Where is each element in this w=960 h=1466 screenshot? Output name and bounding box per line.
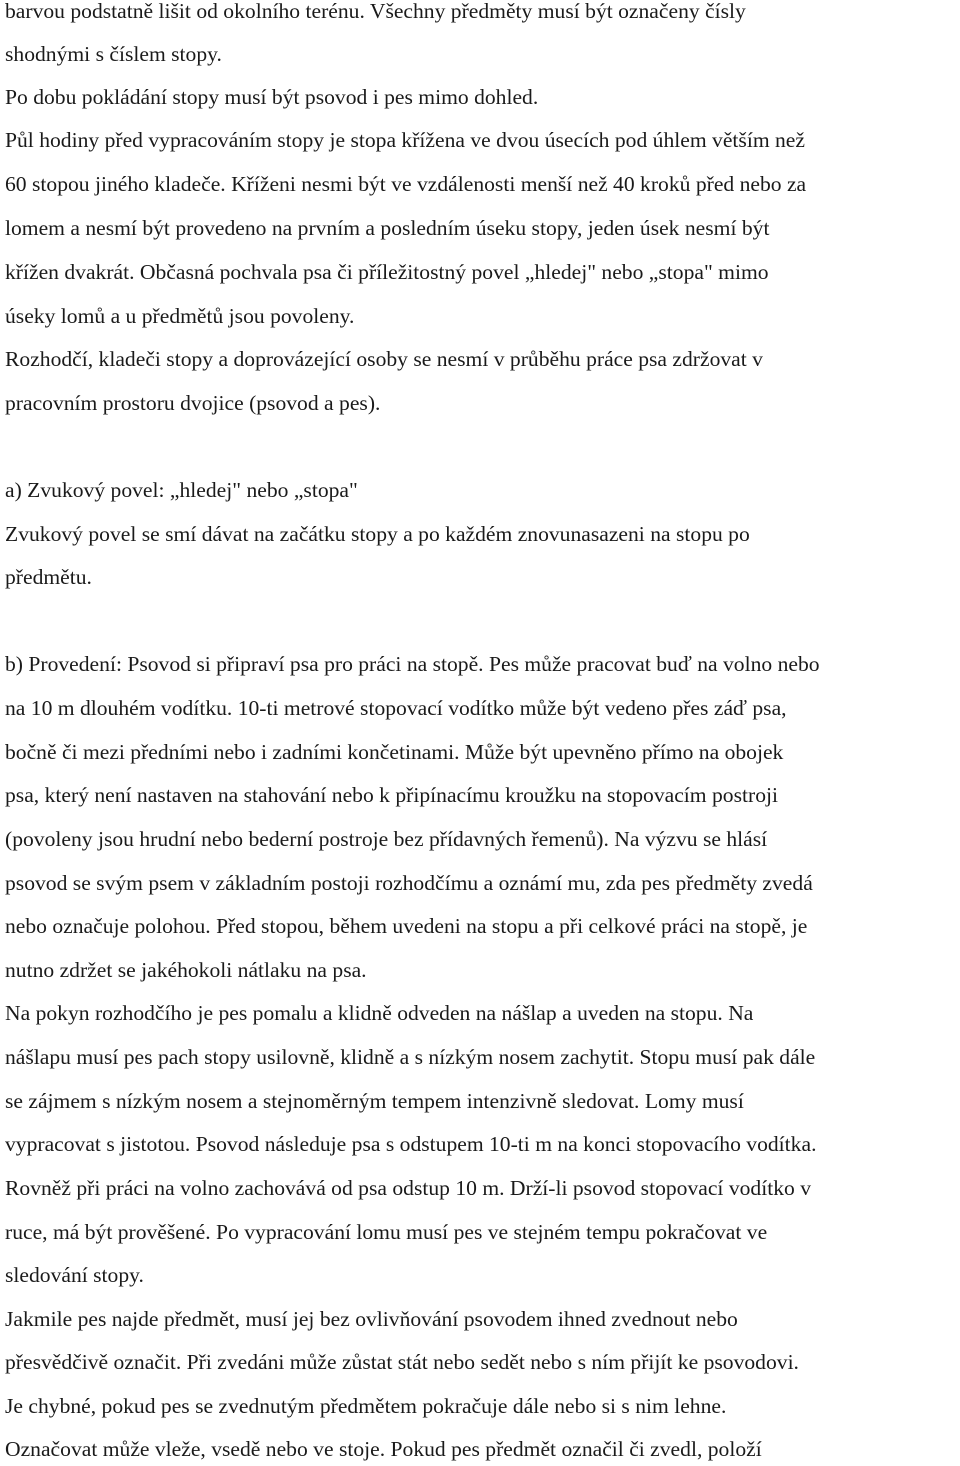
- text-line: nebo označuje polohou. Před stopou, během uvedeni na stopu a při celkové práci na stopě, je: [5, 914, 808, 938]
- text-line: Půl hodiny před vypracováním stopy je stopa křížena ve dvou úsecích pod úhlem větším než: [5, 128, 805, 152]
- text-line: na 10 m dlouhém vodítku. 10-ti metrové stopovací vodítko může být vedeno přes záď psa,: [5, 696, 787, 720]
- text-line: Označovat může vleže, vsedě nebo ve stoje. Pokud pes předmět označil či zvedl, položí: [5, 1437, 762, 1461]
- text-line: křížen dvakrát. Občasná pochvala psa či příležitostný povel „hledej" nebo „stopa" mimo: [5, 260, 769, 284]
- text-line: sledování stopy.: [5, 1263, 144, 1287]
- text-line: barvou podstatně lišit od okolního terénu. Všechny předměty musí být označeny čísly: [5, 0, 746, 23]
- text-line: pracovním prostoru dvojice (psovod a pes).: [5, 391, 381, 415]
- text-line: 60 stopou jiného kladeče. Kříženi nesmi být ve vzdálenosti menší než 40 kroků před nebo za: [5, 172, 807, 196]
- text-line: předmětu.: [5, 565, 92, 589]
- text-line: Zvukový povel se smí dávat na začátku stopy a po každém znovunasazeni na stopu po: [5, 522, 750, 546]
- text-line: (povoleny jsou hrudní nebo bederní postroje bez přídavných řemenů). Na výzvu se hlásí: [5, 827, 768, 851]
- text-line: úseky lomů a u předmětů jsou povoleny.: [5, 304, 355, 328]
- text-line: Je chybné, pokud pes se zvednutým předmětem pokračuje dále nebo si s nim lehne.: [5, 1394, 727, 1418]
- text-line: ruce, má být prověšené. Po vypracování lomu musí pes ve stejném tempu pokračovat ve: [5, 1220, 768, 1244]
- text-line: nášlapu musí pes pach stopy usilovně, klidně a s nízkým nosem zachytit. Stopu musí pak dále: [5, 1045, 816, 1069]
- text-line: psa, který není nastaven na stahování nebo k připínacímu kroužku na stopovacím postroji: [5, 783, 778, 807]
- text-line: Rovněž při práci na volno zachovává od psa odstup 10 m. Drží-li psovod stopovací vodítko v: [5, 1176, 812, 1200]
- text-line: b) Provedení: Psovod si připraví psa pro práci na stopě. Pes může pracovat buď na volno nebo: [5, 652, 820, 676]
- text-line: a) Zvukový povel: „hledej" nebo „stopa": [5, 478, 358, 502]
- text-line: nutno zdržet se jakéhokoli nátlaku na psa.: [5, 958, 367, 982]
- text-line: vypracovat s jistotou. Psovod následuje psa s odstupem 10-ti m na konci stopovacího vodítka.: [5, 1132, 817, 1156]
- text-line: přesvědčivě označit. Při zvedáni může zůstat stát nebo sedět nebo s ním přijít ke psovodovi.: [5, 1350, 799, 1374]
- text-line: lomem a nesmí být provedeno na prvním a posledním úseku stopy, jeden úsek nesmí být: [5, 216, 770, 240]
- text-line: Na pokyn rozhodčího je pes pomalu a klidně odveden na nášlap a uveden na stopu. Na: [5, 1001, 754, 1025]
- text-line: psovod se svým psem v základním postoji rozhodčímu a oznámí mu, zda pes předměty zvedá: [5, 871, 813, 895]
- text-line: bočně či mezi předními nebo i zadními končetinami. Může být upevněno přímo na obojek: [5, 740, 784, 764]
- text-line: shodnými s číslem stopy.: [5, 42, 222, 66]
- text-line: Jakmile pes najde předmět, musí jej bez ovlivňování psovodem ihned zvednout nebo: [5, 1307, 738, 1331]
- text-line: se zájmem s nízkým nosem a stejnoměrným tempem intenzivně sledovat. Lomy musí: [5, 1089, 744, 1113]
- text-line: Po dobu pokládání stopy musí být psovod i pes mimo dohled.: [5, 85, 539, 109]
- text-line: Rozhodčí, kladeči stopy a doprovázející osoby se nesmí v průběhu práce psa zdržovat v: [5, 347, 763, 371]
